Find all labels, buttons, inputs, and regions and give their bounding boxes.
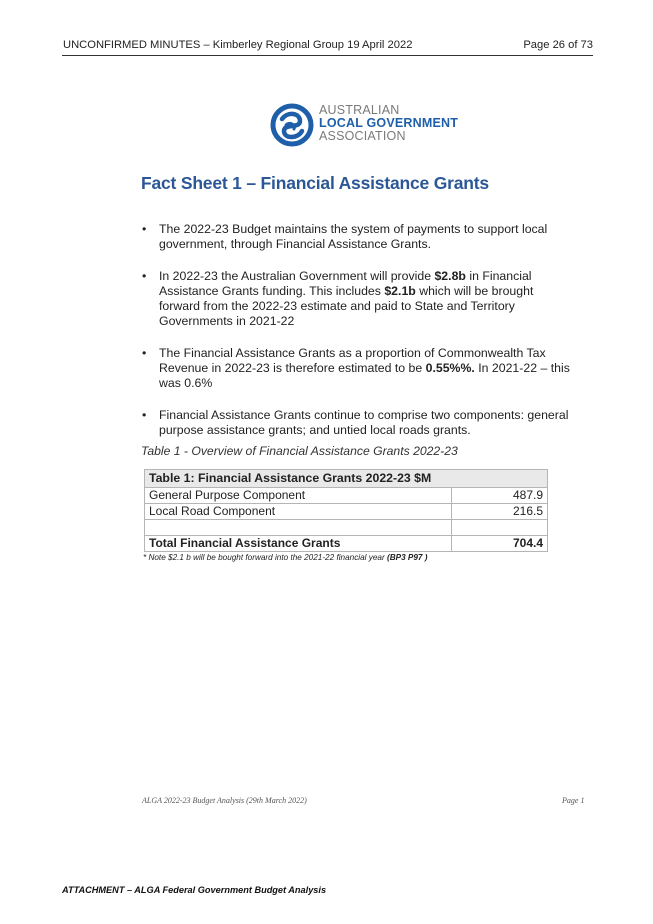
bullet-item	[140, 269, 570, 330]
table-row	[145, 488, 548, 504]
table-note	[143, 553, 427, 562]
inner-footer-page: Page 1	[562, 796, 585, 805]
bullet-item	[140, 346, 570, 392]
bullet-list	[140, 222, 570, 454]
bullet-dot: •	[142, 407, 147, 422]
row-value: 216.5	[452, 504, 548, 520]
table-caption: Table 1 - Overview of Financial Assistance Grants 2022-23	[141, 444, 458, 458]
bullet-dot: •	[142, 222, 147, 236]
total-value: 704.4	[452, 536, 548, 552]
logo-line-1: AUSTRALIAN	[319, 103, 400, 117]
fact-sheet-title: Fact Sheet 1 – Financial Assistance Grants	[141, 173, 489, 193]
bullet-text: which will be brought forward from the 2022-23 estimate and paid to State and Territory Governments in 2021-22	[159, 283, 534, 329]
bullet-amount: $2.8b	[434, 268, 466, 283]
bullet-text: In 2021-22 – this was 0.6%	[159, 361, 570, 391]
total-label: Total Financial Assistance Grants	[145, 536, 452, 552]
note-reference: (BP3 P97 )	[386, 553, 428, 562]
bullet-dot: •	[142, 268, 147, 283]
bullet-item	[140, 408, 570, 439]
alga-logo	[270, 103, 460, 147]
row-value: 487.9	[452, 488, 548, 504]
row-label: Local Road Component	[145, 504, 452, 520]
row-label	[145, 520, 452, 536]
bullet-text: The Financial Assistance Grants as a proportion of Commonwealth Tax Revenue in 2022-23 is therefore estimated to be	[159, 345, 546, 376]
bullet-text: Financial Assistance Grants continue to comprise two components: general purpose assistance grants; and untied local roads grants.	[159, 407, 569, 437]
table-total-row	[145, 536, 548, 552]
row-value	[452, 520, 548, 536]
row-label: General Purpose Component	[145, 488, 452, 504]
alga-emblem-icon	[270, 103, 314, 147]
attachment-label: ATTACHMENT – ALGA Federal Government Budget Analysis	[62, 885, 327, 895]
bullet-dot: •	[142, 345, 147, 360]
table-header-row	[145, 470, 548, 488]
logo-line-2: LOCAL GOVERNMENT	[319, 116, 459, 130]
bullet-text: in Financial Assistance Grants funding. This includes	[159, 268, 532, 298]
table-header: Table 1: Financial Assistance Grants 2022-23 $M	[145, 470, 548, 488]
logo-line-3: ASSOCIATION	[319, 129, 406, 143]
bullet-item	[140, 222, 570, 253]
bullet-amount: $2.1b	[384, 283, 416, 298]
note-text: * Note $2.1 b will be bought forward into the 2021-22 financial year	[143, 553, 387, 562]
header-page-number: Page 26 of 73	[523, 39, 593, 51]
page-header	[62, 39, 593, 56]
inner-footer-left: ALGA 2022-23 Budget Analysis (29th March 2022)	[142, 796, 307, 805]
bullet-text: The 2022-23 Budget maintains the system of payments to support local government, through Financial Assistance Grants.	[159, 222, 548, 252]
table-row	[145, 520, 548, 536]
table-row	[145, 504, 548, 520]
header-title: UNCONFIRMED MINUTES – Kimberley Regional Group 19 April 2022	[63, 39, 413, 51]
grants-table	[144, 469, 548, 552]
bullet-text: In 2022-23 the Australian Government will provide	[159, 268, 435, 283]
bullet-percentage: 0.55%%.	[425, 361, 475, 376]
